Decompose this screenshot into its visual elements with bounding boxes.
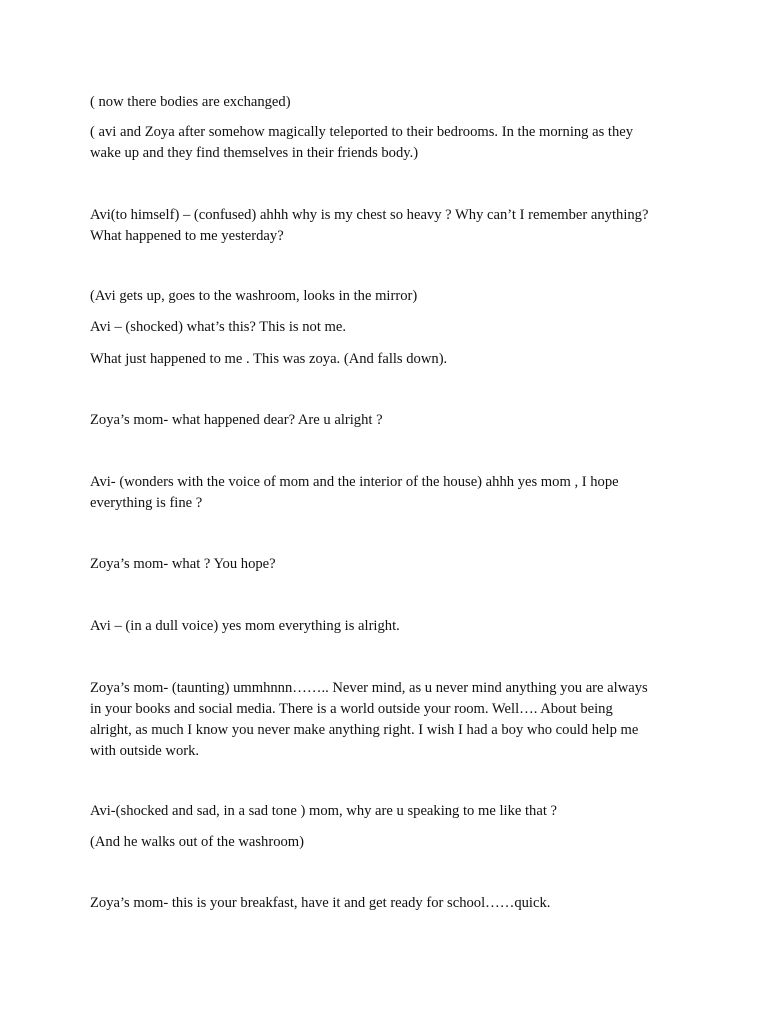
text-line: in your books and social media. There is a world outside your room. Well…. About being bbox=[90, 701, 613, 717]
dialogue-paragraph bbox=[90, 472, 680, 514]
dialogue-paragraph bbox=[90, 349, 680, 370]
dialogue-paragraph bbox=[90, 893, 680, 914]
text-line: Avi-(shocked and sad, in a sad tone ) mom, why are u speaking to me like that ? bbox=[90, 803, 558, 819]
dialogue-paragraph bbox=[90, 317, 680, 338]
text-line: Zoya’s mom- this is your breakfast, have it and get ready for school……quick. bbox=[90, 895, 551, 911]
text-line: Zoya’s mom- what happened dear? Are u alright ? bbox=[90, 412, 383, 428]
stage-direction-paragraph bbox=[90, 122, 680, 164]
text-line: alright, as much I know you never make anything right. I wish I had a boy who could help me bbox=[90, 722, 639, 738]
text-line: (And he walks out of the washroom) bbox=[90, 834, 304, 850]
dialogue-paragraph bbox=[90, 205, 680, 247]
text-line: everything is fine ? bbox=[90, 495, 203, 511]
stage-direction-paragraph bbox=[90, 286, 680, 307]
text-line: (Avi gets up, goes to the washroom, looks in the mirror) bbox=[90, 288, 418, 304]
text-line: with outside work. bbox=[90, 743, 200, 759]
stage-direction-paragraph bbox=[90, 832, 680, 853]
text-line: Zoya’s mom- (taunting) ummhnnn…….. Never mind, as u never mind anything you are always bbox=[90, 680, 648, 696]
dialogue-paragraph bbox=[90, 801, 680, 822]
text-line: wake up and they find themselves in their friends body.) bbox=[90, 145, 419, 161]
text-line: Avi – (in a dull voice) yes mom everything is alright. bbox=[90, 618, 400, 634]
dialogue-paragraph bbox=[90, 678, 680, 762]
dialogue-paragraph bbox=[90, 616, 680, 637]
dialogue-paragraph bbox=[90, 410, 680, 431]
text-line: Avi – (shocked) what’s this? This is not me. bbox=[90, 319, 347, 335]
text-line: Avi(to himself) – (confused) ahhh why is my chest so heavy ? Why can’t I remember anything? bbox=[90, 207, 649, 223]
text-line: What just happened to me . This was zoya. (And falls down). bbox=[90, 351, 448, 367]
text-line: Avi- (wonders with the voice of mom and the interior of the house) ahhh yes mom , I hope bbox=[90, 474, 619, 490]
dialogue-paragraph bbox=[90, 554, 680, 575]
text-line: ( now there bodies are exchanged) bbox=[90, 94, 291, 110]
text-line: What happened to me yesterday? bbox=[90, 228, 284, 244]
stage-direction-paragraph bbox=[90, 92, 680, 113]
text-line: Zoya’s mom- what ? You hope? bbox=[90, 556, 276, 572]
text-line: ( avi and Zoya after somehow magically teleported to their bedrooms. In the morning as they bbox=[90, 124, 634, 140]
